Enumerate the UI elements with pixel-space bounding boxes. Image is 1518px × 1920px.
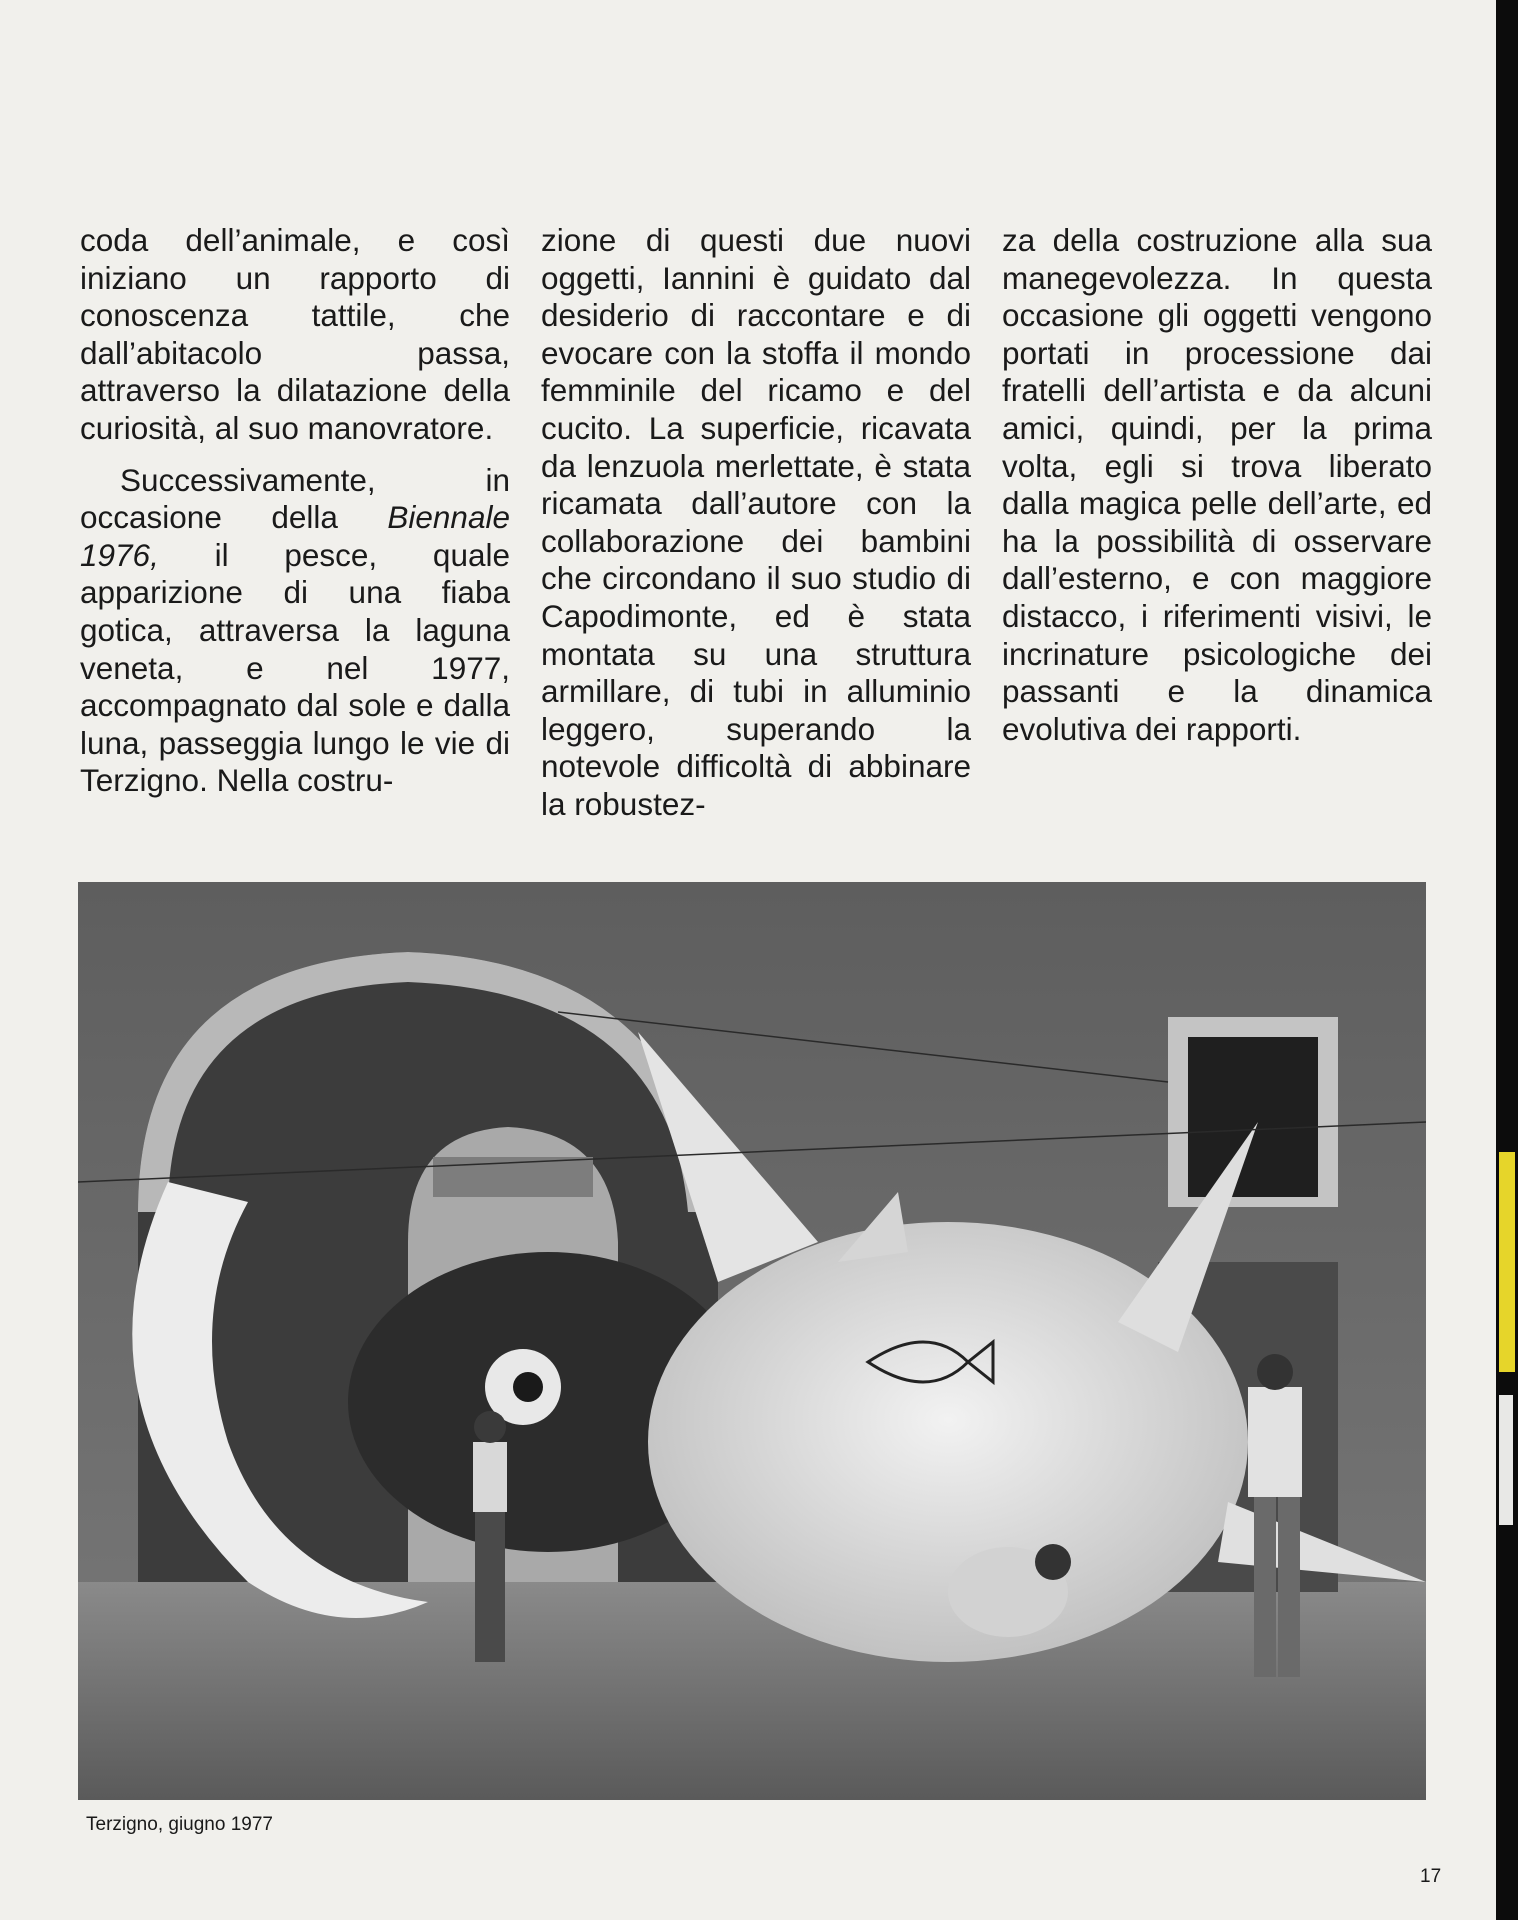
- photograph: [78, 882, 1426, 1800]
- paragraph: coda dell’animale, e così iniziano un rapporto di conoscenza tattile, che dall’abitacolo passa, attraverso la dilatazione della curiosità, al suo manovratore.: [80, 222, 510, 446]
- article-text: [80, 222, 1432, 824]
- text-column-3: [1002, 222, 1432, 824]
- page-number: 17: [1420, 1866, 1442, 1887]
- text-column-2: [541, 222, 971, 824]
- paragraph: za della costruzione alla sua manegevolezza. In questa occasione gli oggetti vengono portati in processione dai fratelli dell’artista e da alcuni amici, quindi, per la prima volta, egli si trova liberato dalla magica pelle dell’arte, ed ha la possibilità di osservare dall’esterno, e con maggiore distacco, i riferimenti visivi, le incrinature psicologiche dei passanti e la dinamica evolutiva dei rapporti.: [1002, 222, 1432, 747]
- adjacent-page-edge: [1496, 0, 1518, 1920]
- paragraph: zione di questi due nuovi oggetti, Iannini è guidato dal desiderio di raccontare e di evocare con la stoffa il mondo femminile del ricamo e del cucito. La superficie, ricavata da lenzuola merlettate, è stata ricamata dall’autore con la collaborazione dei bambini che circondano il suo studio di Capodimonte, ed è stata montata su una struttura armillare, di tubi in alluminio leggero, superando la notevole difficoltà di abbinare la robustez-: [541, 222, 971, 822]
- photo-caption: Terzigno, giugno 1977: [86, 1814, 273, 1835]
- yellow-tab: [1499, 1152, 1515, 1372]
- italic-title: Biennale 1976,: [80, 499, 510, 573]
- photo-illustration: [78, 882, 1426, 1800]
- paragraph-text: Successivamente, in occasione della: [80, 461, 510, 536]
- paragraph: [80, 462, 510, 800]
- paragraph-text: il pesce, quale apparizione di una fiaba gotica, attraversa la laguna veneta, e nel 1977, accompagnato dal sole e dalla luna, passeggia lungo le vie di Terzigno. Nella costru-: [80, 536, 510, 799]
- text-column-1: [80, 222, 510, 824]
- white-tab: [1499, 1395, 1513, 1525]
